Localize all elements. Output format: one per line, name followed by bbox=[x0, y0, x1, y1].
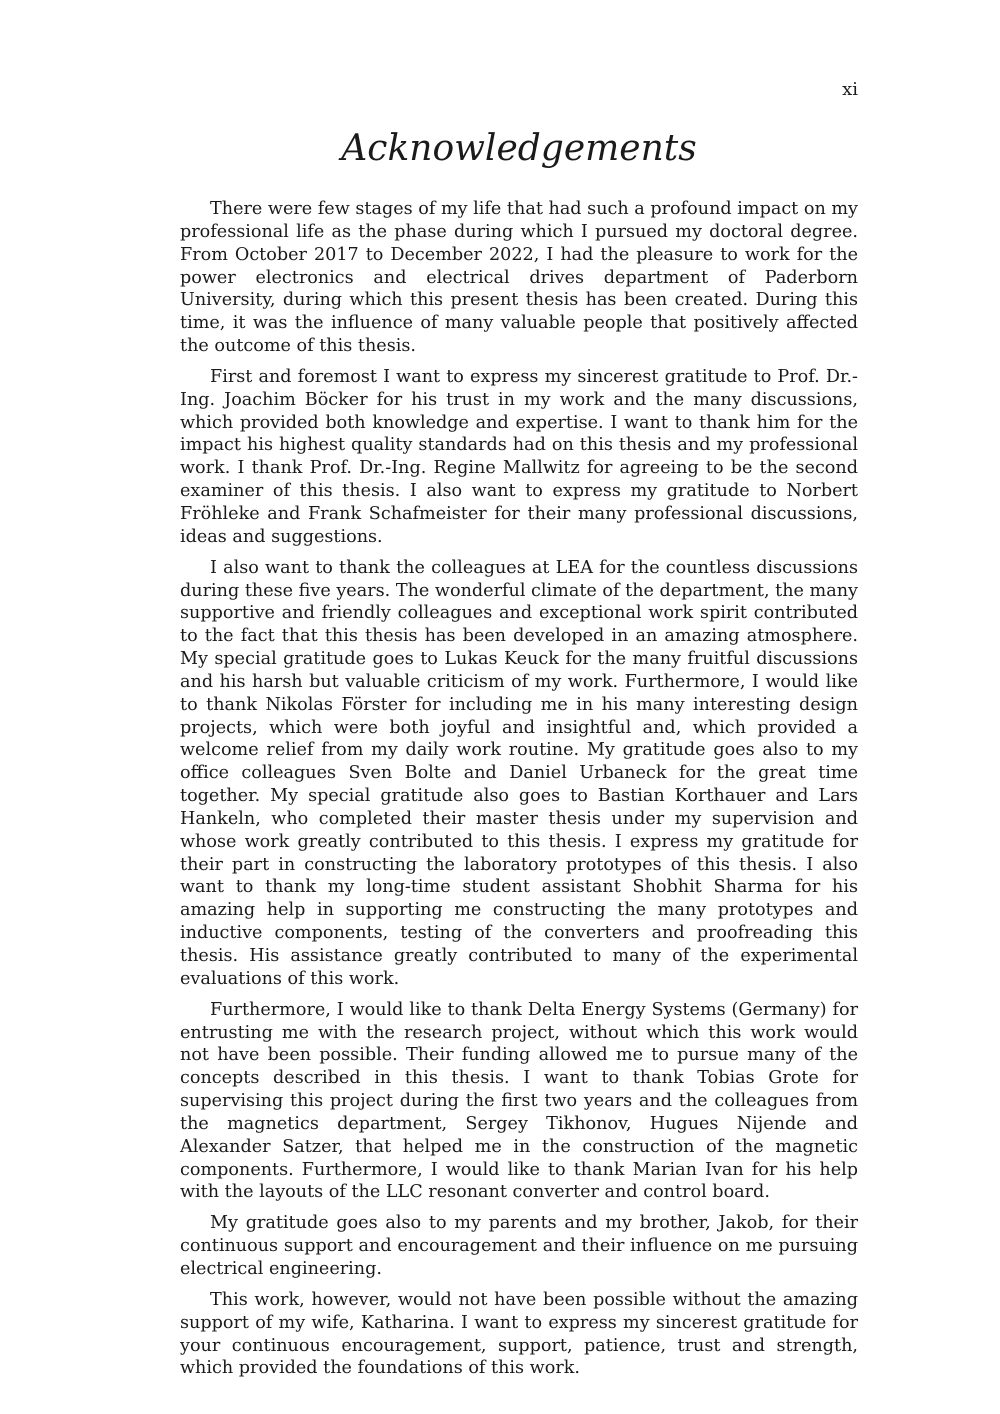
paragraph-industry-partner: Furthermore, I would like to thank Delta Energy Systems (Germany) for entrusting me with the research project, without which this work would not have been possible. Their funding allowed me to pursue many of the concepts described in this thesis. I want to thank Tobias Grote for supervising this project during the first two years and the colleagues from the magnetics department, Sergey Tikhonov, Hugues Nijende and Alexander Satzer, that helped me in the construction of the magnetic components. Furthermore, I would like to thank Marian Ivan for his help with the layouts of the LLC resonant converter and control board. bbox=[180, 999, 858, 1203]
paragraph-colleagues: I also want to thank the colleagues at LEA for the countless discussions during these five years. The wonderful climate of the department, the many supportive and friendly colleagues and exceptional work spirit contributed to the fact that this thesis has been developed in an amazing atmosphere. My special gratitude goes to Lukas Keuck for the many fruitful discussions and his harsh but valuable criticism of my work. Furthermore, I would like to thank Nikolas Förster for including me in his many interesting design projects, which were both joyful and insightful and, which provided a welcome relief from my daily work routine. My gratitude goes also to my office colleagues Sven Bolte and Daniel Urbaneck for the great time together. My special gratitude also goes to Bastian Korthauer and Lars Hankeln, who completed their master thesis under my supervision and whose work greatly contributed to this thesis. I express my gratitude for their part in constructing the laboratory prototypes of this thesis. I also want to thank my long-time student assistant Shobhit Sharma for his amazing help in supporting me constructing the many prototypes and inductive components, testing of the converters and proofreading this thesis. His assistance greatly contributed to many of the experimental evaluations of this work. bbox=[180, 557, 858, 989]
page-title: Acknowledgements bbox=[341, 128, 697, 169]
paragraph-family: My gratitude goes also to my parents and my brother, Jakob, for their continuous support and encouragement and their influence on me pursuing electrical engineering. bbox=[180, 1213, 858, 1279]
page-number: xi bbox=[842, 79, 858, 100]
paragraph-wife: This work, however, would not have been possible without the amazing support of my wife, Katharina. I want to express my sincerest gratitude for your continuous encouragement, support, patience, trust and strength, which provided the foundations of this work. bbox=[180, 1289, 858, 1379]
paragraph-intro: There were few stages of my life that had such a profound impact on my professional life as the phase during which I pursued my doctoral degree. From October 2017 to December 2022, I had the pleasure to work for the power electronics and electrical drives department of Paderborn University, during which this present thesis has been created. During this time, it was the influence of many valuable people that positively affected the outcome of this thesis. bbox=[180, 199, 858, 357]
paragraph-supervisors: First and foremost I want to express my sincerest gratitude to Prof. Dr.-Ing. Joachim Böcker for his trust in my work and the many discussions, which provided both knowledge and expertise. I want to thank him for the impact his highest quality standards had on this thesis and my professional work. I thank Prof. Dr.-Ing. Regine Mallwitz for agreeing to be the second examiner of this thesis. I also want to express my gratitude to Norbert Fröhleke and Frank Schafmeister for their many professional discussions, ideas and suggestions. bbox=[180, 366, 858, 547]
acknowledgements-body bbox=[180, 198, 858, 1388]
